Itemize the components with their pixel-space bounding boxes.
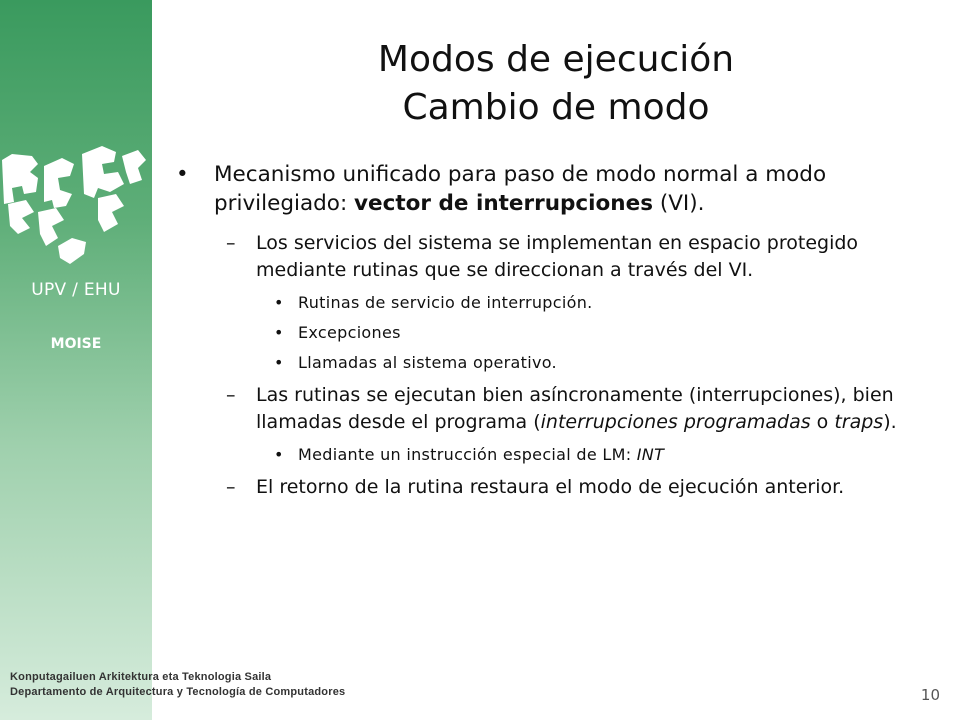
sidebar — [0, 0, 152, 720]
title-line-2: Cambio de modo — [402, 87, 710, 128]
title-line-1: Modos de ejecución — [377, 39, 735, 80]
bullet-dot: • — [274, 323, 284, 342]
sub-bullet-text: Los servicios del sistema se implementan en espacio protegido mediante rutinas que se direccionan a través del VI. — [256, 232, 859, 281]
upv-ehu-logo — [0, 142, 152, 267]
list-item — [274, 352, 942, 374]
bullet-dot: • — [274, 445, 284, 464]
bullet-dot: • — [176, 162, 189, 187]
list-item-text: Rutinas de servicio de interrupción. — [298, 293, 593, 312]
page-number: 10 — [920, 686, 940, 704]
list-item-text: Excepciones — [298, 323, 401, 342]
sub-bullet-text-end: ). — [883, 411, 897, 433]
footer-line-2: Departamento de Arquitectura y Tecnología de Computadores — [10, 686, 346, 698]
list-item-text: Mediante un instrucción especial de LM: — [298, 445, 637, 464]
university-label: UPV / EHU — [31, 280, 121, 300]
bullet-unified-mechanism — [176, 160, 942, 218]
italic-term: interrupciones programadas — [540, 411, 811, 433]
bullet-text-end: (VI). — [653, 191, 705, 216]
sub-bullet-execution — [226, 382, 942, 436]
moise-tag: MOISE — [50, 336, 102, 352]
italic-term: INT — [636, 445, 665, 464]
dash-marker: – — [226, 232, 236, 254]
bullet-dot: • — [274, 293, 284, 312]
list-item — [274, 322, 942, 344]
list-item — [274, 292, 942, 314]
bullet-bold-term: vector de interrupciones — [354, 191, 653, 216]
slide-title — [152, 36, 960, 132]
sub-bullet-services — [226, 230, 942, 284]
sub-bullet-text: El retorno de la rutina restaura el modo de ejecución anterior. — [256, 476, 845, 498]
sub-bullet-text: Las rutinas se ejecutan bien asíncronamente (interrupciones), bien llamadas desde el programa ( — [256, 384, 894, 433]
dash-marker: – — [226, 384, 236, 406]
list-item-text: Llamadas al sistema operativo. — [298, 353, 557, 372]
footer-line-1: Konputagailuen Arkitektura eta Teknologia Saila — [10, 671, 272, 683]
sub-bullet-text-mid: o — [810, 411, 835, 433]
bullet-dot: • — [274, 353, 284, 372]
slide-content — [152, 160, 942, 509]
italic-term: traps — [834, 411, 884, 433]
list-item — [274, 444, 942, 466]
footer — [10, 670, 345, 700]
dash-marker: – — [226, 476, 236, 498]
sub-bullet-return — [226, 474, 942, 501]
bullet-text: Mecanismo unificado para paso de modo normal a modo privilegiado: — [214, 162, 827, 216]
